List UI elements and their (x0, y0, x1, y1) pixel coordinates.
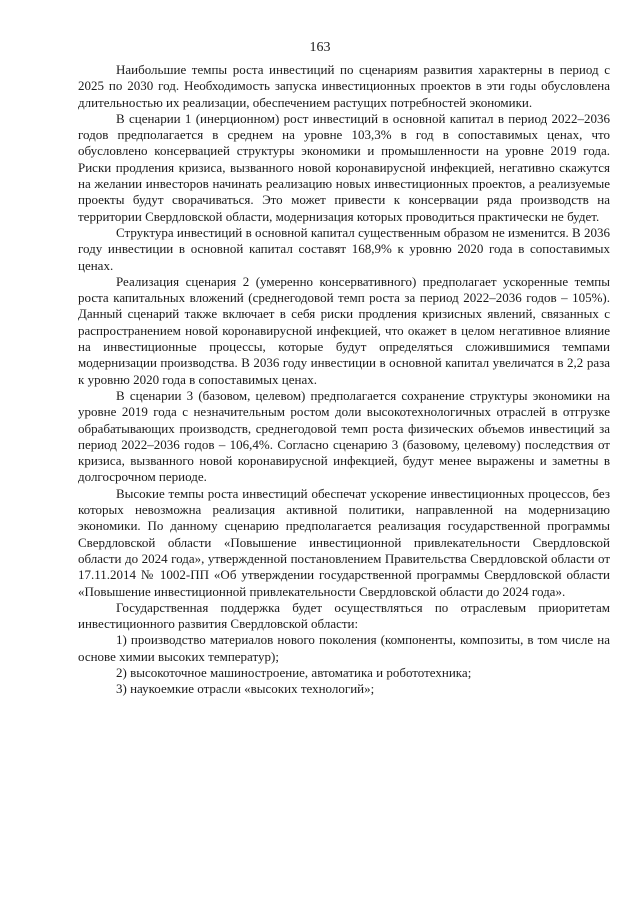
paragraph: Государственная поддержка будет осуществляться по отраслевым приоритетам инвестиционного развития Свердловской области: (78, 599, 610, 632)
paragraph: В сценарии 3 (базовом, целевом) предполагается сохранение структуры экономики на уровне 2019 года с незначительным ростом доли высокотехнологичных отраслей в отгрузке обрабатывающих производств, среднегодовой темп роста физических объемов инвестиций за период 2022–2036 годов – 106,4%. Согласно сценарию 3 (базовому, целевому) последствия от кризиса, вызванного новой коронавирусной инфекцией, будут менее выражены и заметны в долгосрочном периоде. (78, 387, 610, 485)
list-item: 2) высокоточное машиностроение, автоматика и робототехника; (116, 664, 472, 680)
paragraph: Реализация сценария 2 (умеренно консервативного) предполагает ускоренные темпы роста капитальных вложений (среднегодовой темп роста за период 2022–2036 годов – 105%). Данный сценарий также включает в себя риски продления кризисных явлений, связанных с распространением новой коронавирусной инфекцией, что окажет в целом негативное влияние на инвестиционные процессы, которые будут определяться сложившимися темпами модернизации производства. В 2036 году инвестиции в основной капитал увеличатся в 2,2 раза к уровню 2020 года в сопоставимых ценах. (78, 273, 610, 387)
paragraph: Наибольшие темпы роста инвестиций по сценариям развития характерны в период с 2025 по 2030 год. Необходимость запуска инвестиционных проектов в эти годы обусловлена длительностью их реализации, обеспечением растущих потребностей экономики. (78, 62, 610, 110)
paragraph: Структура инвестиций в основной капитал существенным образом не изменится. В 2036 году инвестиции в основной капитал составят 168,9% к уровню 2020 года в сопоставимых ценах. (78, 224, 610, 273)
paragraph: В сценарии 1 (инерционном) рост инвестиций в основной капитал в период 2022–2036 годов предполагается в среднем на уровне 103,3% в год в сопоставимых ценах, что обусловлено консервацией структуры экономики и промышленности на уровне 2019 года. Риски продления кризиса, вызванного новой коронавирусной инфекцией, негативно скажутся на желании инвесторов начинать реализацию новых инвестиционных проектов, а реализуемые проекты будут сворачиваться. Это может привести к консервации ряда производств на территории Свердловской области, модернизация которых проводиться практически не будет. (78, 110, 610, 224)
paragraph: Высокие темпы роста инвестиций обеспечат ускорение инвестиционных процессов, без которых невозможна реализация активной политики, направленной на модернизацию экономики. По данному сценарию предполагается реализация государственной программы Свердловской области «Повышение инвестиционной привлекательности Свердловской области до 2024 года», утвержденной постановлением Правительства Свердловской области от 17.11.2014 № 1002-ПП «Об утверждении государственной программы Свердловской области «Повышение инвестиционной привлекательности Свердловской области до 2024 года». (78, 485, 610, 599)
body-text (78, 62, 610, 698)
list-item: 3) наукоемкие отрасли «высоких технологий»; (116, 681, 375, 697)
list-item: 1) производство материалов нового поколения (компоненты, композиты, в том числе на основе химии высоких температур); (78, 632, 610, 664)
page-number: 163 (309, 40, 331, 55)
